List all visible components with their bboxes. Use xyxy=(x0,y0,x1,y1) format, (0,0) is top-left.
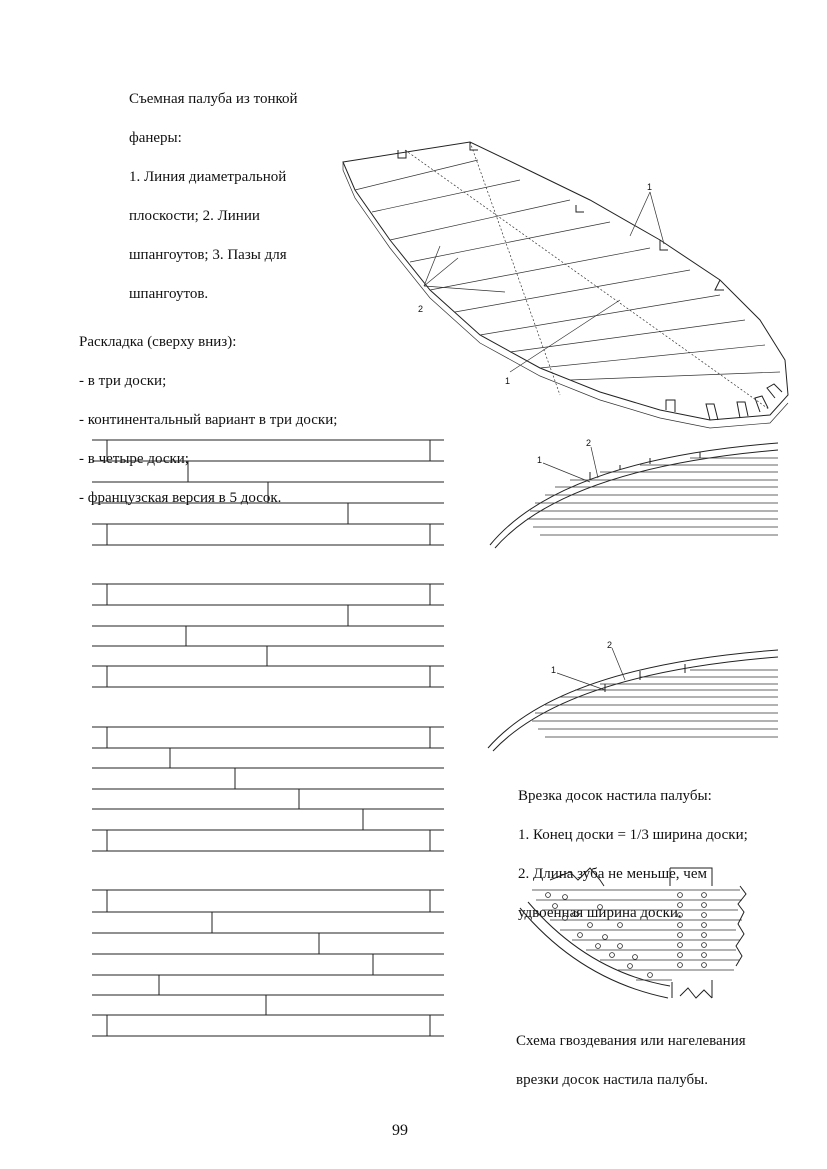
label-1: 1 xyxy=(551,665,557,675)
caption-line: 2. Длина зуба не меньше, чем xyxy=(518,865,707,882)
label-2: 2 xyxy=(586,438,592,448)
label-2: 2 xyxy=(607,640,613,650)
caption-line: Схема гвоздевания или нагелевания xyxy=(516,1032,746,1049)
caption-line: врезки досок настила палубы. xyxy=(516,1071,708,1088)
caption-line: Съемная палуба из тонкой xyxy=(129,90,298,107)
caption-line: - французская версия в 5 досок. xyxy=(79,489,282,506)
caption-line: 1. Линия диаметральной xyxy=(129,168,287,185)
caption-line: Врезка досок настила палубы: xyxy=(518,787,712,804)
label-2: 2 xyxy=(418,304,424,314)
caption-line: 1. Конец доски = 1/3 ширина доски; xyxy=(518,826,748,843)
caption-line: шпангоутов. xyxy=(129,285,209,302)
planking-layout-three-planks xyxy=(92,440,444,545)
plywood-deck-drawing xyxy=(343,142,788,428)
caption-line: - в четыре доски; xyxy=(79,450,189,467)
caption-line: удвоенная ширина доски. xyxy=(518,904,682,921)
label-1: 1 xyxy=(537,455,543,465)
page-number: 99 xyxy=(392,1122,408,1139)
planking-layout-continental xyxy=(92,584,444,687)
caption-line: - в три доски; xyxy=(79,372,167,389)
joint-detail-b xyxy=(488,640,778,751)
caption-line: шпангоутов; 3. Пазы для xyxy=(129,246,287,263)
label-1: 1 xyxy=(505,376,511,386)
joint-detail-a xyxy=(490,438,778,548)
planking-layout-four-planks xyxy=(92,727,444,851)
label-1: 1 xyxy=(647,182,653,192)
caption-line: плоскости; 2. Линии xyxy=(129,207,260,224)
caption-line: Раскладка (сверху вниз): xyxy=(79,333,237,350)
nailing-scheme-drawing xyxy=(520,868,746,998)
planking-layout-french xyxy=(92,890,444,1036)
caption-line: - континентальный вариант в три доски; xyxy=(79,411,338,428)
caption-line: фанеры: xyxy=(129,129,182,146)
